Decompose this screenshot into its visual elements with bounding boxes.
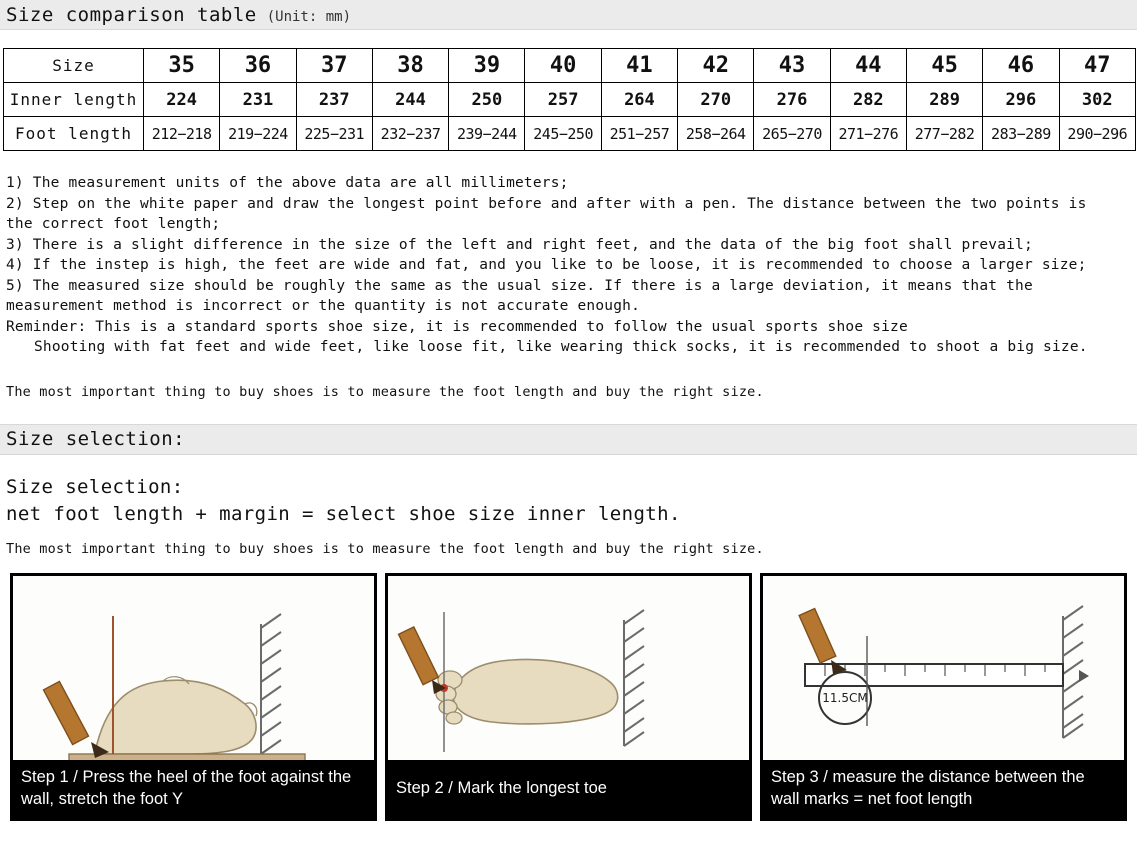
cell-inner-length: 270 bbox=[678, 83, 754, 117]
notes-block bbox=[0, 173, 1137, 358]
cell-inner-length: 289 bbox=[906, 83, 982, 117]
cell-foot-length: 283−289 bbox=[983, 117, 1059, 151]
size-table-wrapper bbox=[0, 30, 1137, 151]
ruler-measure-label: 11.5CM bbox=[822, 690, 868, 705]
tagline-2: The most important thing to buy shoes is to measure the foot length and buy the right size. bbox=[6, 540, 764, 557]
cell-size: 47 bbox=[1059, 49, 1135, 83]
cell-size: 45 bbox=[906, 49, 982, 83]
cell-size: 39 bbox=[449, 49, 525, 83]
note-reminder: Reminder: This is a standard sports shoe size, it is recommended to follow the usual sports shoe size bbox=[6, 318, 908, 335]
cell-inner-length: 282 bbox=[830, 83, 906, 117]
step-card-3 bbox=[760, 573, 1127, 821]
cell-foot-length: 251−257 bbox=[601, 117, 677, 151]
cell-size: 44 bbox=[830, 49, 906, 83]
cell-inner-length: 296 bbox=[983, 83, 1059, 117]
note-line-2b: the correct foot length; bbox=[6, 216, 221, 232]
cell-size: 36 bbox=[220, 49, 296, 83]
note-line-3: 3) There is a slight difference in the size of the left and right feet, and the data of the big foot shall prevail; bbox=[6, 236, 1033, 253]
cell-inner-length: 257 bbox=[525, 83, 601, 117]
note-line-1: 1) The measurement units of the above data are all millimeters; bbox=[6, 175, 569, 191]
row-header-foot-length: Foot length bbox=[4, 117, 144, 151]
cell-size: 41 bbox=[601, 49, 677, 83]
cell-foot-length: 258−264 bbox=[678, 117, 754, 151]
row-header-inner-length: Inner length bbox=[4, 83, 144, 117]
size-selection-band bbox=[0, 424, 1137, 455]
cell-foot-length: 239−244 bbox=[449, 117, 525, 151]
table-row-foot-length bbox=[4, 117, 1136, 151]
cell-inner-length: 250 bbox=[449, 83, 525, 117]
cell-size: 37 bbox=[296, 49, 372, 83]
cell-foot-length: 212−218 bbox=[144, 117, 220, 151]
cell-foot-length: 290−296 bbox=[1059, 117, 1135, 151]
size-selection-block bbox=[0, 475, 1137, 527]
note-reminder-2: Shooting with fat feet and wide feet, like loose fit, like wearing thick socks, it is recommended to shoot a big size. bbox=[34, 339, 1088, 355]
step-caption-3: Step 3 / measure the distance between the wall marks = net foot length bbox=[763, 760, 1124, 818]
cell-foot-length: 271−276 bbox=[830, 117, 906, 151]
cell-size: 46 bbox=[983, 49, 1059, 83]
size-selection-heading: Size selection: bbox=[6, 475, 184, 498]
step-caption-1: Step 1 / Press the heel of the foot against the wall, stretch the foot Y bbox=[13, 760, 374, 818]
cell-inner-length: 276 bbox=[754, 83, 830, 117]
cell-foot-length: 219−224 bbox=[220, 117, 296, 151]
cell-size: 38 bbox=[372, 49, 448, 83]
page-title-unit: (Unit: mm) bbox=[266, 9, 352, 25]
cell-foot-length: 265−270 bbox=[754, 117, 830, 151]
table-row-inner-length bbox=[4, 83, 1136, 117]
row-header-size: Size bbox=[4, 49, 144, 83]
cell-foot-length: 277−282 bbox=[906, 117, 982, 151]
table-row-size bbox=[4, 49, 1136, 83]
cell-size: 43 bbox=[754, 49, 830, 83]
cell-foot-length: 232−237 bbox=[372, 117, 448, 151]
cell-foot-length: 225−231 bbox=[296, 117, 372, 151]
cell-size: 35 bbox=[144, 49, 220, 83]
note-line-4: 4) If the instep is high, the feet are wide and fat, and you like to be loose, it is recommended to choose a larger size; bbox=[6, 257, 1087, 273]
page-title: Size comparison table bbox=[6, 4, 257, 26]
cell-inner-length: 264 bbox=[601, 83, 677, 117]
cell-size: 42 bbox=[678, 49, 754, 83]
step-caption-2: Step 2 / Mark the longest toe bbox=[388, 760, 749, 818]
steps-gallery bbox=[0, 573, 1137, 821]
note-line-5: 5) The measured size should be roughly the same as the usual size. If there is a large deviation, it means that the bbox=[6, 277, 1033, 294]
size-comparison-table bbox=[3, 48, 1136, 151]
tagline-1: The most important thing to buy shoes is to measure the foot length and buy the right size. bbox=[6, 383, 764, 400]
cell-inner-length: 237 bbox=[296, 83, 372, 117]
note-line-5b: measurement method is incorrect or the quantity is not accurate enough. bbox=[6, 298, 641, 314]
page-title-bar bbox=[0, 0, 1137, 30]
step-card-2 bbox=[385, 573, 752, 821]
step-card-1 bbox=[10, 573, 377, 821]
cell-foot-length: 245−250 bbox=[525, 117, 601, 151]
note-line-2: 2) Step on the white paper and draw the longest point before and after with a pen. The distance between the two points is bbox=[6, 195, 1087, 212]
cell-size: 40 bbox=[525, 49, 601, 83]
size-selection-band-label: Size selection: bbox=[6, 428, 186, 450]
cell-inner-length: 302 bbox=[1059, 83, 1135, 117]
cell-inner-length: 244 bbox=[372, 83, 448, 117]
cell-inner-length: 231 bbox=[220, 83, 296, 117]
size-selection-formula: net foot length + margin = select shoe size inner length. bbox=[6, 502, 681, 525]
cell-inner-length: 224 bbox=[144, 83, 220, 117]
